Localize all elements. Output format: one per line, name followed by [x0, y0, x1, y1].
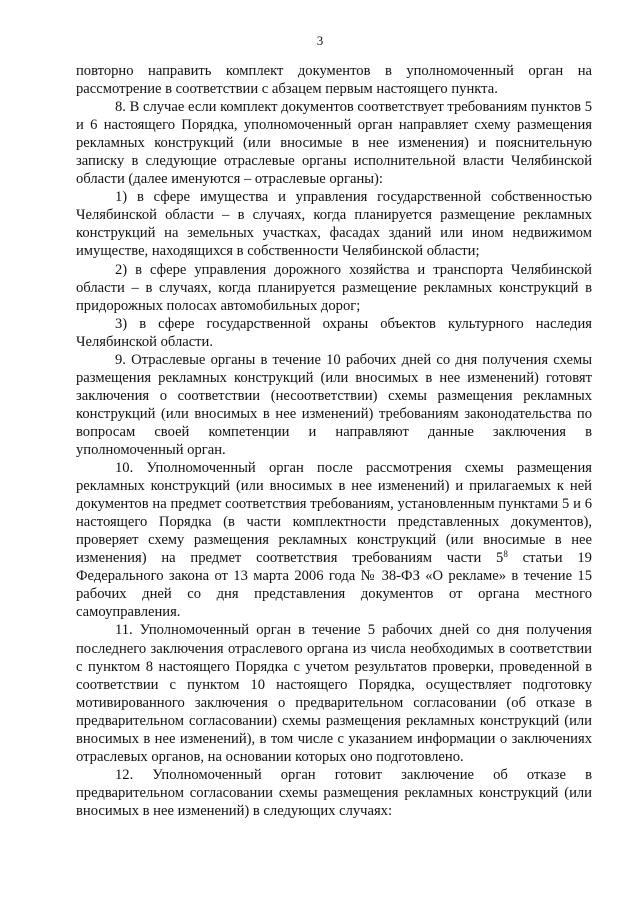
paragraph-item-11: 11. Уполномоченный орган в течение 5 рабочих дней со дня получения последнего заключения отраслевого органа из числа необходимых в соответствии с пунктом 8 настоящего Порядка с учетом результатов проверки, проведенной в соответствии с пунктом 10 настоящего Порядка, осуществляет подготовку мотивированного заключения о предварительном согласовании (об отказе в предварительном согласовании) схемы размещения рекламных конструкций (или вносимых в нее изменений), в том числе с указанием информации о заключениях отраслевых органов, на основании которых оно подготовлено.	[76, 622, 592, 765]
paragraph-continuation: повторно направить комплект документов в уполномоченный орган на рассмотрение в соответствии с абзацем первым настоящего пункта.	[76, 63, 592, 98]
paragraph-item-9: 9. Отраслевые органы в течение 10 рабочих дней со дня получения схемы размещения рекламных конструкций (или вносимых в нее изменений) готовят заключения о соответствии (несоответствии) схемы размещения рекламных конструкций (или вносимых в нее изменений) требованиям законодательства по вопросам своей компетенции и направляют данные заключения в уполномоченный орган.	[76, 351, 592, 458]
page-number: 3	[316, 33, 324, 48]
paragraph-item-12: 12. Уполномоченный орган готовит заключение об отказе в предварительном согласовании схемы размещения рекламных конструкций (или вносимых в нее изменений) в следующих случаях:	[76, 766, 592, 819]
paragraph-item-10	[76, 459, 592, 621]
paragraph-item-10-part-1: 10. Уполномоченный орган после рассмотрения схемы размещения рекламных конструкций (или вносимых в нее изменений) и прилагаемых к ней документов на предмет соответствия требованиям, установленным пунктами 5 и 6 настоящего Порядка (в части комплектности представленных документов), проверяет схему размещения рекламных конструкций (или вносимые в нее изменения) на предмет соответствия требованиям части 5	[76, 460, 592, 567]
paragraph-item-8: 8. В случае если комплект документов соответствует требованиям пунктов 5 и 6 настоящего Порядка, уполномоченный орган направляет схему размещения рекламных конструкций (или вносимые в нее изменения) и пояснительную записку в следующие отраслевые органы исполнительной власти Челябинской области (далее именуются – отраслевые органы):	[76, 99, 592, 188]
paragraph-subitem-3: 3) в сфере государственной охраны объектов культурного наследия Челябинской области.	[76, 315, 592, 350]
superscript-index: 8	[503, 549, 508, 560]
paragraph-item-10-part-2: статьи 19 Федерального закона от 13 марта 2006 года № 38-ФЗ «О рекламе» в течение 15 рабочих дней со дня представления документов от органа местного самоуправления.	[76, 550, 592, 621]
paragraph-subitem-1: 1) в сфере имущества и управления государственной собственностью Челябинской области – в случаях, когда планируется размещение рекламных конструкций на земельных участках, фасадах зданий или ином недвижимом имуществе, находящихся в собственности Челябинской области;	[76, 189, 592, 260]
document-body	[76, 62, 592, 820]
paragraph-subitem-2: 2) в сфере управления дорожного хозяйства и транспорта Челябинской области – в случаях, когда планируется размещение рекламных конструкций в придорожных полосах автомобильных дорог;	[76, 261, 592, 314]
